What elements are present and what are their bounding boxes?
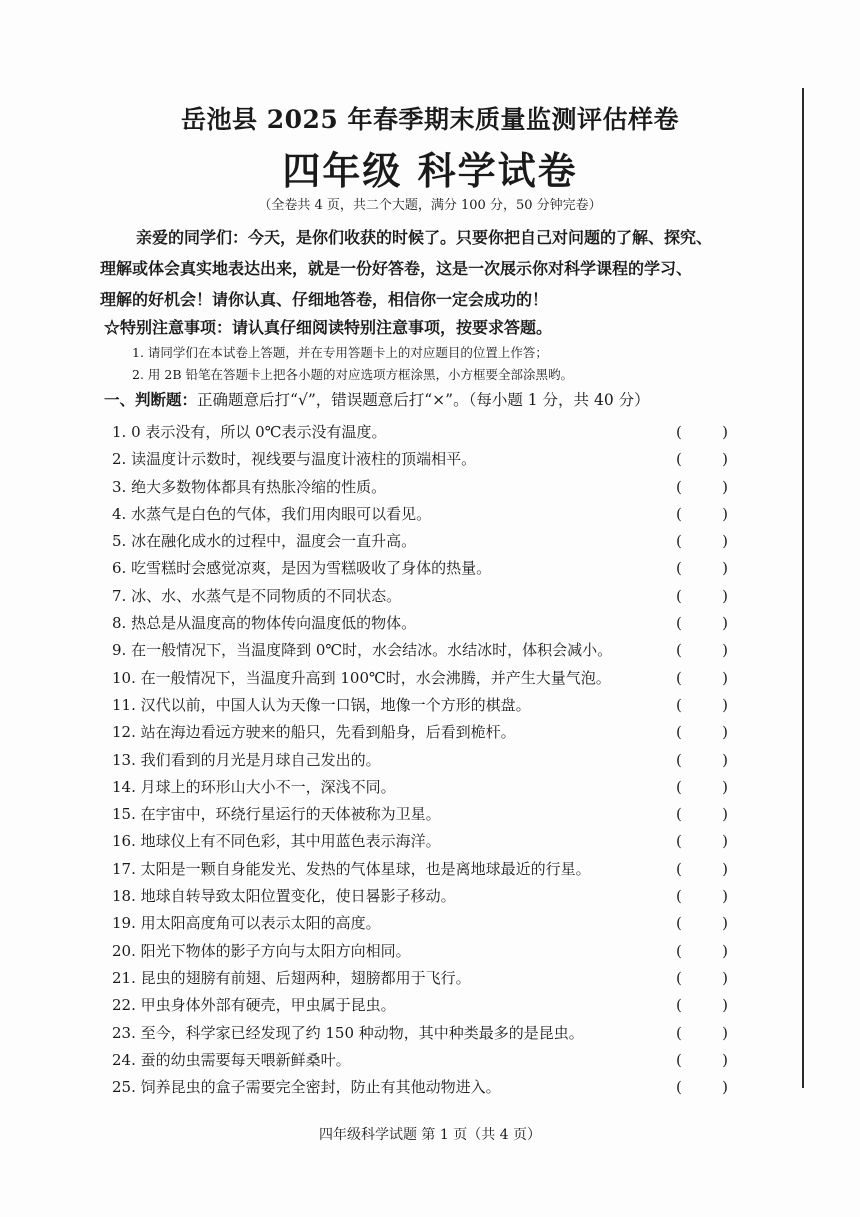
answer-blank[interactable] [676, 1074, 728, 1101]
paren-close: ) [722, 586, 728, 605]
answer-blank[interactable] [676, 446, 728, 473]
exam-info: （全卷共 4 页，共二个大题，满分 100 分，50 分钟完卷） [258, 198, 602, 213]
paren-open: ( [676, 1078, 682, 1097]
question-row [112, 446, 732, 473]
paren-close: ) [722, 477, 728, 496]
question-row [112, 801, 732, 828]
intro-paragraph [100, 222, 740, 315]
paren-open: ( [676, 859, 682, 878]
notice-title: ☆特别注意事项：请认真仔细阅读特别注意事项，按要求答题。 [104, 318, 553, 337]
answer-blank[interactable] [676, 528, 728, 555]
question-row [112, 1047, 732, 1074]
exam-subject-title: 四年级 科学试卷 [282, 148, 578, 193]
question-text: 5. 冰在融化成水的过程中，温度会一直升高。 [112, 532, 417, 551]
paren-open: ( [676, 477, 682, 496]
intro-line: 理解或体会真实地表达出来，就是一份好答卷，这是一次展示你对科学课程的学习、 [100, 259, 693, 278]
answer-blank[interactable] [676, 555, 728, 582]
section-instruction: 正确题意后打“√”，错误题意后打“×”。（每小题 1 分，共 40 分） [197, 391, 650, 409]
paren-close: ) [722, 641, 728, 660]
question-text: 6. 吃雪糕时会感觉凉爽，是因为雪糕吸收了身体的热量。 [112, 559, 492, 578]
paren-open: ( [676, 887, 682, 906]
answer-blank[interactable] [676, 801, 728, 828]
question-row [112, 610, 732, 637]
question-row [112, 938, 732, 965]
answer-blank[interactable] [676, 583, 728, 610]
question-row [112, 883, 732, 910]
question-text: 11. 汉代以前，中国人认为天像一口锅，地像一个方形的棋盘。 [112, 695, 531, 714]
paren-close: ) [722, 859, 728, 878]
answer-blank[interactable] [676, 965, 728, 992]
question-text: 21. 昆虫的翅膀有前翅、后翅两种，翅膀都用于飞行。 [112, 968, 471, 987]
paren-close: ) [722, 805, 728, 824]
paren-open: ( [676, 614, 682, 633]
paren-open: ( [676, 695, 682, 714]
answer-blank[interactable] [676, 474, 728, 501]
answer-blank[interactable] [676, 1047, 728, 1074]
question-text: 18. 地球自转导致太阳位置变化，使日晷影子移动。 [112, 887, 456, 906]
answer-blank[interactable] [676, 719, 728, 746]
paren-open: ( [676, 832, 682, 851]
question-row [112, 692, 732, 719]
question-text: 12. 站在海边看远方驶来的船只，先看到船身，后看到桅杆。 [112, 723, 516, 742]
question-row [112, 774, 732, 801]
answer-blank[interactable] [676, 419, 728, 446]
paren-close: ) [722, 532, 728, 551]
paren-close: ) [722, 559, 728, 578]
question-row [112, 992, 732, 1019]
answer-blank[interactable] [676, 856, 728, 883]
answer-blank[interactable] [676, 774, 728, 801]
question-row [112, 555, 732, 582]
answer-blank[interactable] [676, 883, 728, 910]
paren-open: ( [676, 423, 682, 441]
question-text: 19. 用太阳高度角可以表示太阳的高度。 [112, 914, 381, 933]
question-text: 7. 冰、水、水蒸气是不同物质的不同状态。 [112, 586, 402, 605]
question-text: 23. 至今，科学家已经发现了约 150 种动物，其中种类最多的是昆虫。 [112, 1023, 584, 1042]
paren-open: ( [676, 559, 682, 578]
notice-item: 2. 用 2B 铅笔在答题卡上把各小题的对应选项方框涂黑，小方框要全部涂黑哟。 [132, 367, 573, 382]
paren-close: ) [722, 887, 728, 906]
question-text: 20. 阳光下物体的影子方向与太阳方向相同。 [112, 941, 411, 960]
paren-open: ( [676, 1023, 682, 1042]
paren-close: ) [722, 968, 728, 987]
answer-blank[interactable] [676, 637, 728, 664]
paren-close: ) [722, 723, 728, 742]
paren-close: ) [722, 832, 728, 851]
exam-title: 岳池县 2025 年春季期末质量监测评估样卷 [181, 105, 679, 134]
paren-open: ( [676, 668, 682, 687]
question-text: 9. 在一般情况下，当温度降到 0℃时，水会结冰。水结冰时，体积会减小。 [112, 641, 613, 660]
paren-close: ) [722, 450, 728, 469]
paren-open: ( [676, 750, 682, 769]
answer-blank[interactable] [676, 938, 728, 965]
answer-blank[interactable] [676, 501, 728, 528]
question-row [112, 1074, 732, 1101]
paren-open: ( [676, 450, 682, 469]
question-row [112, 965, 732, 992]
answer-blank[interactable] [676, 992, 728, 1019]
paren-open: ( [676, 941, 682, 960]
question-text: 4. 水蒸气是白色的气体，我们用肉眼可以看见。 [112, 504, 432, 523]
question-row [112, 1020, 732, 1047]
question-row [112, 719, 732, 746]
notice-item: 1. 请同学们在本试卷上答题，并在专用答题卡上的对应题目的位置上作答； [132, 345, 548, 360]
intro-line: 理解的好机会！请你认真、仔细地答卷，相信你一定会成功的！ [100, 290, 549, 309]
answer-blank[interactable] [676, 828, 728, 855]
question-text: 17. 太阳是一颗自身能发光、发热的气体星球，也是离地球最近的行星。 [112, 859, 591, 878]
question-list [112, 419, 732, 1101]
paren-open: ( [676, 1050, 682, 1069]
paren-close: ) [722, 777, 728, 796]
question-row [112, 501, 732, 528]
paren-open: ( [676, 777, 682, 796]
question-row [112, 910, 732, 937]
intro-line: 亲爱的同学们：今天，是你们收获的时候了。只要你把自己对问题的了解、探究、 [136, 228, 713, 247]
answer-blank[interactable] [676, 665, 728, 692]
question-text: 22. 甲虫身体外部有硬壳，甲虫属于昆虫。 [112, 996, 396, 1015]
paren-close: ) [722, 941, 728, 960]
paren-close: ) [722, 1050, 728, 1069]
question-row [112, 528, 732, 555]
question-text: 16. 地球仪上有不同色彩，其中用蓝色表示海洋。 [112, 832, 441, 851]
paren-open: ( [676, 641, 682, 660]
paren-close: ) [722, 750, 728, 769]
answer-blank[interactable] [676, 610, 728, 637]
section-heading [104, 388, 650, 410]
paren-open: ( [676, 996, 682, 1015]
paren-close: ) [722, 668, 728, 687]
paren-close: ) [722, 1023, 728, 1042]
question-row [112, 583, 732, 610]
section-title: 一、判断题： [104, 390, 198, 409]
question-text: 15. 在宇宙中，环绕行星运行的天体被称为卫星。 [112, 805, 441, 824]
question-row [112, 474, 732, 501]
paren-close: ) [722, 504, 728, 523]
question-text: 10. 在一般情况下，当温度升高到 100℃时，水会沸腾，并产生大量气泡。 [112, 668, 611, 687]
question-row [112, 747, 732, 774]
notice-list [132, 342, 573, 386]
question-text: 14. 月球上的环形山大小不一，深浅不同。 [112, 777, 396, 796]
paren-close: ) [722, 914, 728, 933]
question-row [112, 828, 732, 855]
paren-open: ( [676, 532, 682, 551]
question-text: 2. 读温度计示数时，视线要与温度计液柱的顶端相平。 [112, 450, 477, 469]
question-text: 3. 绝大多数物体都具有热胀冷缩的性质。 [112, 477, 387, 496]
paren-open: ( [676, 914, 682, 933]
answer-blank[interactable] [676, 747, 728, 774]
answer-blank[interactable] [676, 910, 728, 937]
paren-close: ) [722, 614, 728, 633]
question-row [112, 419, 732, 446]
question-row [112, 665, 732, 692]
paren-close: ) [722, 1078, 728, 1097]
paren-open: ( [676, 586, 682, 605]
paren-close: ) [722, 695, 728, 714]
paren-close: ) [722, 423, 728, 441]
paren-open: ( [676, 723, 682, 742]
question-text: 25. 饲养昆虫的盒子需要完全密封，防止有其他动物进入。 [112, 1078, 501, 1097]
question-text: 24. 蚕的幼虫需要每天喂新鲜桑叶。 [112, 1050, 351, 1069]
paren-open: ( [676, 805, 682, 824]
page-footer: 四年级科学试题 第 1 页（共 4 页） [318, 1127, 542, 1143]
answer-blank[interactable] [676, 692, 728, 719]
question-text: 1. 0 表示没有，所以 0℃表示没有温度。 [112, 423, 387, 441]
question-row [112, 637, 732, 664]
question-text: 8. 热总是从温度高的物体传向温度低的物体。 [112, 614, 417, 633]
paren-close: ) [722, 996, 728, 1015]
paren-open: ( [676, 504, 682, 523]
question-text: 13. 我们看到的月光是月球自己发出的。 [112, 750, 381, 769]
binding-line [802, 88, 804, 1088]
paren-open: ( [676, 968, 682, 987]
question-row [112, 856, 732, 883]
answer-blank[interactable] [676, 1020, 728, 1047]
